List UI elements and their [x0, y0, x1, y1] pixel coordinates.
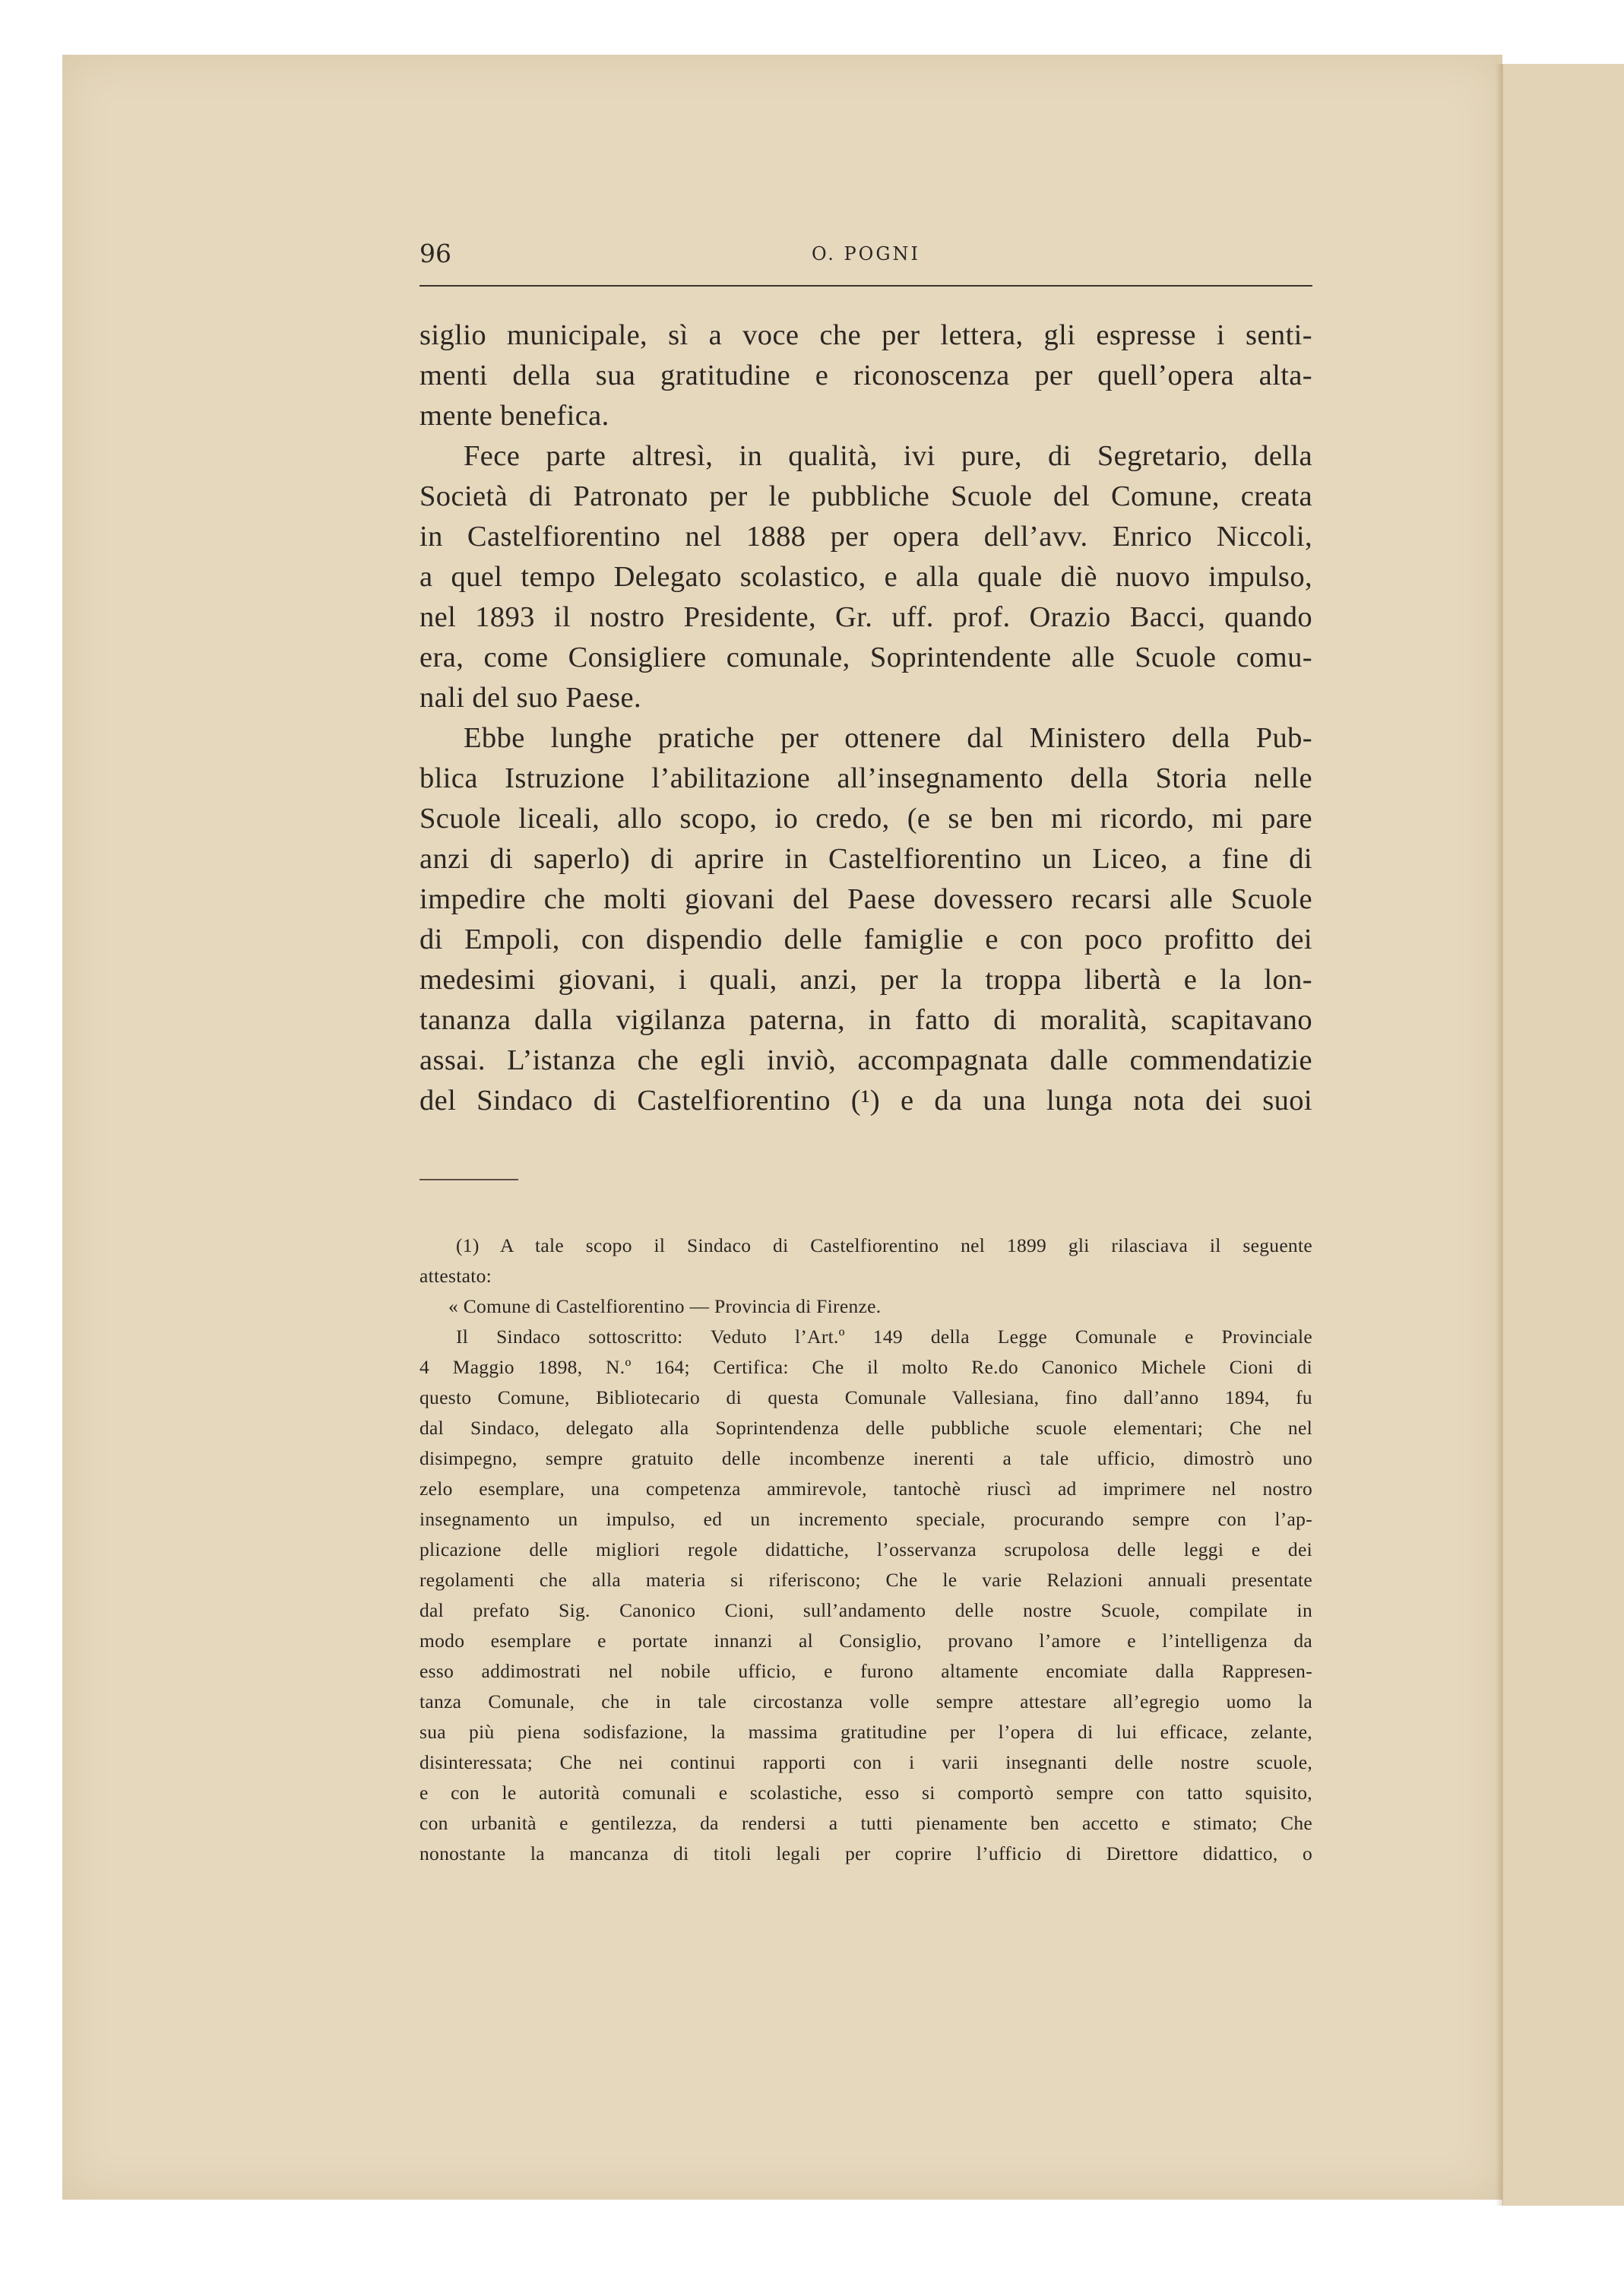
body-line: era, come Consigliere comunale, Soprintendente alle Scuole comu- — [419, 641, 1312, 673]
running-head-author: O. POGNI — [811, 243, 920, 265]
footnote-line: (1) A tale scopo il Sindaco di Castelfiorentino nel 1899 gli rilasciava il seguente — [456, 1234, 1312, 1256]
body-line: medesimi giovani, i quali, anzi, per la troppa libertà e la lon- — [419, 964, 1312, 996]
footnote-separator — [419, 1179, 518, 1180]
running-head — [419, 239, 1312, 274]
footnote-line: Il Sindaco sottoscritto: Veduto l’Art.º 149 della Legge Comunale e Provinciale — [456, 1326, 1312, 1348]
footnote-line: 4 Maggio 1898, N.º 164; Certifica: Che il molto Re.do Canonico Michele Cioni di — [419, 1356, 1312, 1378]
footnote-line: attestato: — [419, 1265, 492, 1287]
body-text — [419, 315, 1312, 1121]
body-line: in Castelfiorentino nel 1888 per opera dell’avv. Enrico Niccoli, — [419, 521, 1312, 553]
footnote-line: esso addimostrati nel nobile ufficio, e furono altamente encomiate dalla Rappresen- — [419, 1660, 1312, 1682]
body-line: tananza dalla vigilanza paterna, in fatto di moralità, scapitavano — [419, 1004, 1312, 1036]
footnote-line: modo esemplare e portate innanzi al Consiglio, provano l’amore e l’intelligenza da — [419, 1630, 1312, 1652]
body-line: blica Istruzione l’abilitazione all’insegnamento della Storia nelle — [419, 762, 1312, 794]
body-line: nel 1893 il nostro Presidente, Gr. uff. prof. Orazio Bacci, quando — [419, 601, 1312, 633]
footnote-line: dal Sindaco, delegato alla Soprintendenza delle pubbliche scuole elementari; Che nel — [419, 1417, 1312, 1439]
body-line: mente benefica. — [419, 400, 609, 432]
footnote-line: sua più piena sodisfazione, la massima gratitudine per l’opera di lui efficace, zelante, — [419, 1721, 1312, 1743]
body-line: di Empoli, con dispendio delle famiglie e con poco profitto dei — [419, 923, 1312, 955]
footnote-line: regolamenti che alla materia si riferiscono; Che le varie Relazioni annuali presentate — [419, 1569, 1312, 1591]
footnote-line: e con le autorità comunali e scolastiche, esso si comportò sempre con tatto squisito, — [419, 1782, 1312, 1804]
body-line: Fece parte altresì, in qualità, ivi pure, di Segretario, della — [464, 440, 1312, 472]
footnote-line: « Comune di Castelfiorentino — Provincia di Firenze. — [448, 1295, 882, 1317]
body-line: Ebbe lunghe pratiche per ottenere dal Ministero della Pub- — [464, 722, 1312, 754]
footnote-block — [419, 1231, 1312, 1869]
footnote-line: dal prefato Sig. Canonico Cioni, sull’andamento delle nostre Scuole, compilate in — [419, 1599, 1312, 1621]
body-line: impedire che molti giovani del Paese dovessero recarsi alle Scuole — [419, 883, 1312, 915]
body-line: a quel tempo Delegato scolastico, e alla quale diè nuovo impulso, — [419, 561, 1312, 593]
footnote-line: disimpegno, sempre gratuito delle incombenze inerenti a tale ufficio, dimostrò uno — [419, 1447, 1312, 1469]
body-line: menti della sua gratitudine e riconoscenza per quell’opera alta- — [419, 360, 1312, 391]
body-line: assai. L’istanza che egli inviò, accompagnata dalle commendatizie — [419, 1044, 1312, 1076]
footnote-line: tanza Comunale, che in tale circostanza volle sempre attestare all’egregio uomo la — [419, 1690, 1312, 1712]
body-line: anzi di saperlo) di aprire in Castelfiorentino un Liceo, a fine di — [419, 843, 1312, 875]
body-line: del Sindaco di Castelfiorentino (¹) e da una lunga nota dei suoi — [419, 1085, 1312, 1117]
body-line: Scuole liceali, allo scopo, io credo, (e se ben mi ricordo, mi pare — [419, 803, 1312, 835]
footnote-line: nonostante la mancanza di titoli legali per coprire l’ufficio di Direttore didattico, o — [419, 1842, 1312, 1864]
page-number: 96 — [419, 239, 451, 268]
footnote-line: questo Comune, Bibliotecario di questa Comunale Vallesiana, fino dall’anno 1894, fu — [419, 1386, 1312, 1408]
footnote-line: plicazione delle migliori regole didattiche, l’osservanza scrupolosa delle leggi e dei — [419, 1538, 1312, 1560]
adjacent-page-edge — [1502, 64, 1624, 2206]
body-line: nali del suo Paese. — [419, 682, 642, 714]
footnote-line: insegnamento un impulso, ed un incremento speciale, procurando sempre con l’ap- — [419, 1508, 1312, 1530]
header-rule — [419, 285, 1312, 287]
footnote-line: con urbanità e gentilezza, da rendersi a tutti pienamente ben accetto e stimato; Che — [419, 1812, 1312, 1834]
body-line: siglio municipale, sì a voce che per lettera, gli espresse i senti- — [419, 319, 1312, 351]
body-line: Società di Patronato per le pubbliche Scuole del Comune, creata — [419, 480, 1312, 512]
footnote-line: disinteressata; Che nei continui rapporti con i varii insegnanti delle nostre scuole, — [419, 1751, 1312, 1773]
footnote-line: zelo esemplare, una competenza ammirevole, tantochè riuscì ad imprimere nel nostro — [419, 1478, 1312, 1500]
